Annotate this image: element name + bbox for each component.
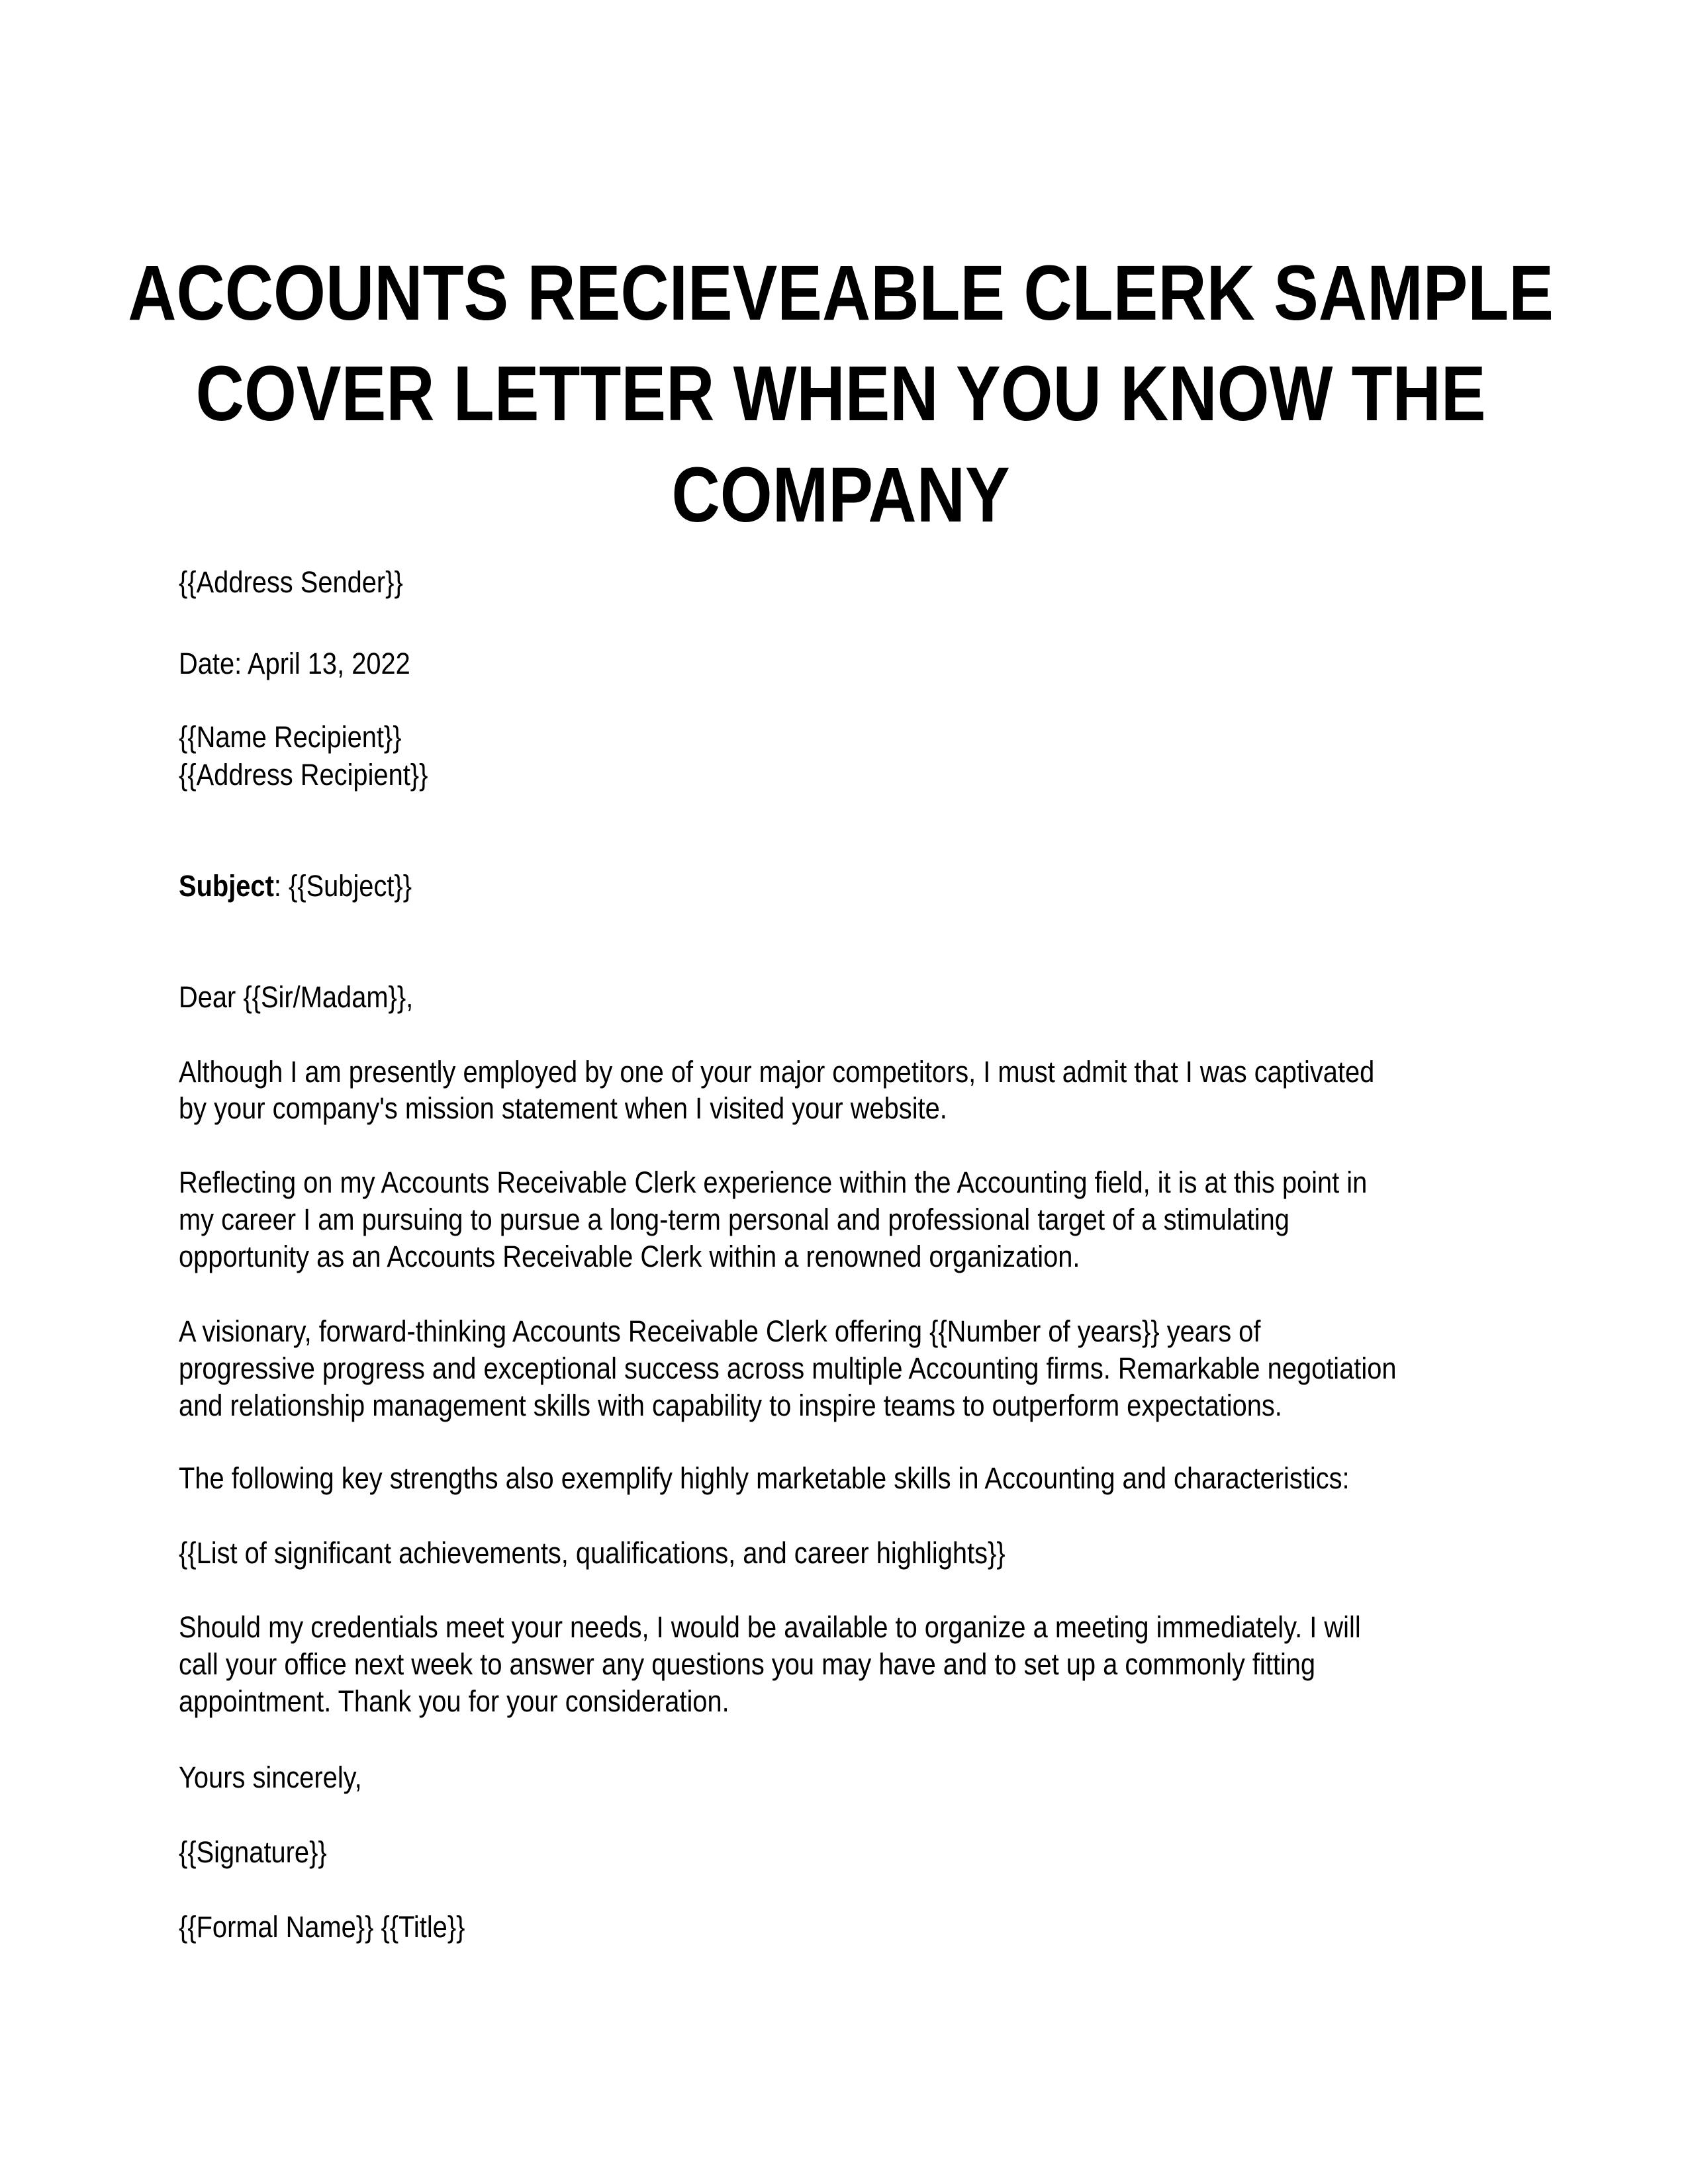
document-title-line-2: COVER LETTER WHEN YOU KNOW THE (195, 350, 1486, 437)
paragraph-6-line-2: call your office next week to answer any questions you may have and to set up a commonly fitting (179, 1647, 1316, 1681)
paragraph-3-line-2: progressive progress and exceptional success across multiple Accounting firms. Remarkable negotiation (179, 1351, 1397, 1385)
subject-label: Subject (179, 869, 274, 903)
subject-value: {{Subject}} (288, 869, 412, 903)
recipient-address: {{Address Recipient}} (179, 758, 428, 792)
achievements-placeholder: {{List of significant achievements, qualifications, and career highlights}} (179, 1536, 1006, 1570)
paragraph-2-line-3: opportunity as an Accounts Receivable Clerk within a renowned organization. (179, 1240, 1080, 1273)
paragraph-1-line-1: Although I am presently employed by one of your major competitors, I must admit that I was captivated (179, 1055, 1375, 1089)
letter-date: Date: April 13, 2022 (179, 647, 410, 680)
subject-separator: : (273, 869, 289, 903)
salutation: Dear {{Sir/Madam}}, (179, 980, 414, 1014)
subject-line (179, 871, 412, 901)
document-title-line-3: COMPANY (671, 451, 1010, 539)
recipient-name: {{Name Recipient}} (179, 720, 402, 754)
signature-placeholder: {{Signature}} (179, 1835, 327, 1869)
name-and-title: {{Formal Name}} {{Title}} (179, 1910, 465, 1944)
paragraph-2-line-2: my career I am pursuing to pursue a long-term personal and professional target of a stimulating (179, 1203, 1289, 1236)
paragraph-1-line-2: by your company's mission statement when I visited your website. (179, 1091, 947, 1125)
paragraph-3-line-3: and relationship management skills with capability to inspire teams to outperform expectations. (179, 1388, 1282, 1422)
paragraph-6-line-1: Should my credentials meet your needs, I would be available to organize a meeting immediately. I will (179, 1610, 1361, 1644)
paragraph-4-line-1: The following key strengths also exemplify highly marketable skills in Accounting and characteristics: (179, 1461, 1350, 1495)
closing: Yours sincerely, (179, 1760, 362, 1794)
paragraph-3-line-1: A visionary, forward-thinking Accounts Receivable Clerk offering {{Number of years}} years of (179, 1314, 1261, 1348)
sender-address: {{Address Sender}} (179, 565, 403, 599)
paragraph-2-line-1: Reflecting on my Accounts Receivable Clerk experience within the Accounting field, it is at this point in (179, 1165, 1368, 1199)
paragraph-6-line-3: appointment. Thank you for your consideration. (179, 1684, 729, 1718)
document-title-line-1: ACCOUNTS RECIEVEABLE CLERK SAMPLE (128, 250, 1554, 337)
